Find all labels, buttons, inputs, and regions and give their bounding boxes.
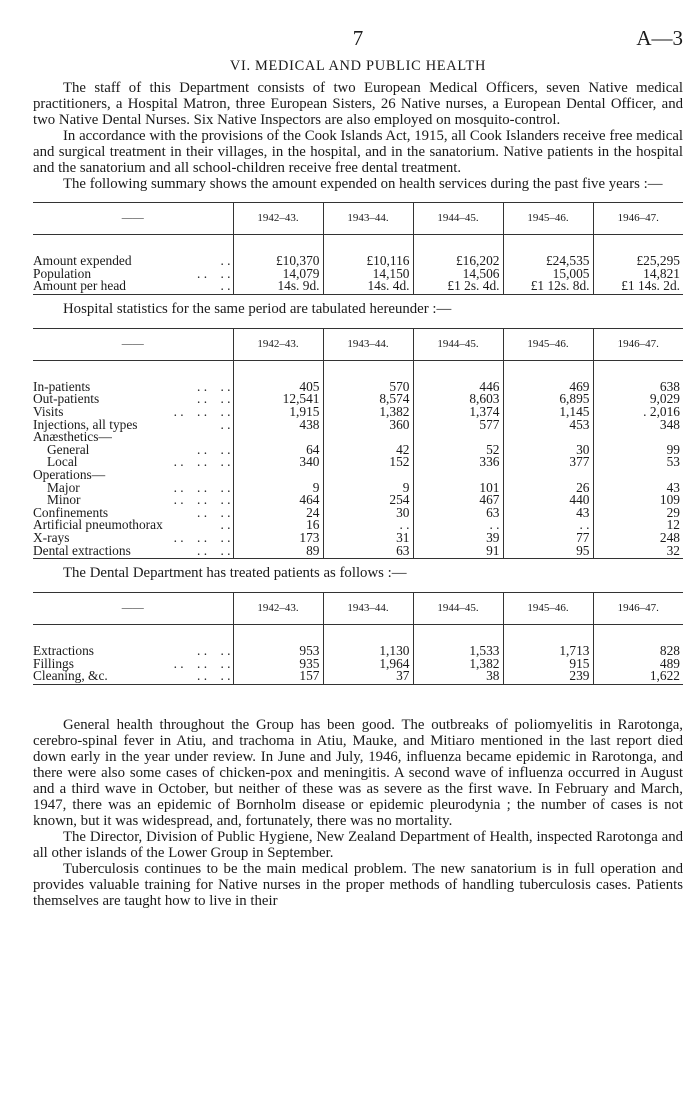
hospital-row-label: Dental extractions <box>33 542 131 558</box>
hospital-cell: 39 <box>413 532 503 545</box>
hospital-cell: 438 <box>233 419 323 432</box>
hospital-cell: 377 <box>503 456 593 469</box>
expenditure-cell: 14,150 <box>323 268 413 281</box>
dental-row <box>33 670 683 684</box>
dental-cell: 37 <box>323 670 413 684</box>
dental-table-header <box>33 593 683 625</box>
dental-cell: 1,382 <box>413 658 503 671</box>
hospital-leader-dots: . . . . . . <box>173 529 231 545</box>
hospital-cell: 32 <box>593 545 683 559</box>
expenditure-intro: The following summary shows the amount expended on health services during the past five years :— <box>63 176 663 192</box>
hospital-cell: 464 <box>233 494 323 507</box>
expenditure-leader-dots: . . <box>220 253 231 268</box>
dental-year-header: 1945–46. <box>503 593 593 625</box>
hospital-leader-dots: . . . . <box>197 542 231 558</box>
expenditure-row <box>33 280 683 294</box>
hospital-cell: 1,915 <box>233 406 323 419</box>
dental-cell: 1,964 <box>323 658 413 671</box>
hospital-leader-dots: . . . . . . <box>173 492 231 508</box>
dental-leader-dots: . . . . <box>197 643 231 659</box>
expenditure-cell: 14,821 <box>593 268 683 281</box>
hospital-leader-dots: . . . . . . <box>173 454 231 470</box>
hospital-cell: 467 <box>413 494 503 507</box>
hospital-cell: 9 <box>233 482 323 495</box>
hospital-cell: . . <box>503 519 593 532</box>
hospital-row-label: Minor <box>47 492 81 508</box>
hospital-cell: 53 <box>593 456 683 469</box>
hospital-leader-dots: . . . . <box>197 391 231 407</box>
expenditure-year-header: 1944–45. <box>413 203 503 235</box>
hospital-cell: 446 <box>413 360 503 393</box>
hospital-cell: 29 <box>593 507 683 520</box>
hospital-cell: 30 <box>503 444 593 457</box>
dental-header-dash: —— <box>33 593 233 625</box>
dental-table <box>33 592 683 685</box>
dental-cell: 935 <box>233 658 323 671</box>
staff-paragraph: The staff of this Department consists of two European Medical Officers, seven Native medical practitioners, a Hospital Matron, three European Sisters, 26 Native nurses, a European Dental Officer, and two Native Dental Nurses. Six Native Inspectors are also employed on mosquito-control. <box>33 80 683 128</box>
hospital-cell: 248 <box>593 532 683 545</box>
expenditure-cell: 14,079 <box>233 268 323 281</box>
dental-cell: 38 <box>413 670 503 684</box>
hospital-cell: 26 <box>503 482 593 495</box>
hospital-cell: 12,541 <box>233 393 323 406</box>
hospital-cell: 152 <box>323 456 413 469</box>
document-page <box>33 0 683 909</box>
expenditure-year-header: 1942–43. <box>233 203 323 235</box>
hospital-row-label: Visits <box>33 403 64 419</box>
hospital-cell: 1,374 <box>413 406 503 419</box>
hospital-cell: 43 <box>593 482 683 495</box>
expenditure-leader-dots: . . . . <box>197 265 231 281</box>
hospital-row <box>33 545 683 559</box>
section-title: VI. MEDICAL AND PUBLIC HEALTH <box>229 58 487 74</box>
hospital-cell: 12 <box>593 519 683 532</box>
hospital-cell: 91 <box>413 545 503 559</box>
hospital-cell: 577 <box>413 419 503 432</box>
hospital-row-label: Anæsthetics— <box>33 429 112 445</box>
hospital-cell: . . <box>323 519 413 532</box>
hospital-leader-dots: . . . . . . <box>173 403 231 419</box>
hospital-row <box>33 360 683 393</box>
hospital-cell: 89 <box>233 545 323 559</box>
dental-cell: 953 <box>233 625 323 658</box>
hospital-year-header: 1942–43. <box>233 328 323 360</box>
hospital-cell <box>233 469 323 482</box>
expenditure-row-label: Amount per head <box>33 278 126 294</box>
hospital-header-dash: —— <box>33 328 233 360</box>
hospital-row-label: In-patients <box>33 378 91 394</box>
hospital-cell: 348 <box>593 419 683 432</box>
expenditure-table <box>33 202 683 295</box>
dental-row-label: Cleaning, &c. <box>33 668 108 684</box>
hospital-row-label: General <box>47 441 90 457</box>
expenditure-cell: £1 12s. 8d. <box>503 280 593 294</box>
hospital-cell: 77 <box>503 532 593 545</box>
hospital-row-label: X-rays <box>33 529 70 545</box>
dental-cell: 239 <box>503 670 593 684</box>
hospital-cell: 469 <box>503 360 593 393</box>
dental-cell: 1,533 <box>413 625 503 658</box>
hospital-row-label: Artificial pneumothorax <box>33 517 163 533</box>
expenditure-cell: 14s. 4d. <box>323 280 413 294</box>
dental-cell: 1,622 <box>593 670 683 684</box>
expenditure-cell: 14,506 <box>413 268 503 281</box>
hospital-statistics-table <box>33 328 683 559</box>
hospital-cell: 1,382 <box>323 406 413 419</box>
hospital-leader-dots: . . . . <box>197 378 231 394</box>
page-number: 7 <box>352 26 364 50</box>
hospital-cell: 63 <box>323 545 413 559</box>
closing-text <box>33 717 683 909</box>
dental-intro: The Dental Department has treated patients as follows :— <box>63 565 407 582</box>
dental-row-label: Fillings <box>33 655 74 671</box>
hospital-cell: 6,895 <box>503 393 593 406</box>
hospital-cell: 30 <box>323 507 413 520</box>
expenditure-year-header: 1943–44. <box>323 203 413 235</box>
hospital-cell: 254 <box>323 494 413 507</box>
hospital-table-header <box>33 328 683 360</box>
hospital-leader-dots: . . . . <box>197 504 231 520</box>
expenditure-header-dash: —— <box>33 203 233 235</box>
hospital-leader-dots: . . . . . . <box>173 479 231 495</box>
hospital-cell: 16 <box>233 519 323 532</box>
page-header <box>33 0 683 58</box>
hospital-row <box>33 456 683 469</box>
dental-leader-dots: . . . . . . <box>173 655 231 671</box>
hospital-cell: 570 <box>323 360 413 393</box>
hospital-cell: 8,603 <box>413 393 503 406</box>
dental-year-header: 1943–44. <box>323 593 413 625</box>
hospital-cell: 340 <box>233 456 323 469</box>
hospital-row-label: Out-patients <box>33 391 100 407</box>
hospital-cell: 173 <box>233 532 323 545</box>
expenditure-year-header: 1945–46. <box>503 203 593 235</box>
hospital-year-header: 1944–45. <box>413 328 503 360</box>
hospital-year-header: 1943–44. <box>323 328 413 360</box>
hospital-row-label: Major <box>47 479 80 495</box>
hospital-leader-dots: . . <box>220 517 231 533</box>
hospital-cell: 52 <box>413 444 503 457</box>
hospital-row-label: Confinements <box>33 504 109 520</box>
expenditure-row-label: Population <box>33 265 92 281</box>
hospital-cell: 64 <box>233 444 323 457</box>
hospital-cell: 440 <box>503 494 593 507</box>
hospital-cell: . 2,016 <box>593 406 683 419</box>
expenditure-cell: £1 2s. 4d. <box>413 280 503 294</box>
general-health-paragraph: General health throughout the Group has been good. The outbreaks of poliomyelitis in Rarotonga, cerebro-spinal fever in Atiu, and trachoma in Atiu, Mauke, and Mitiaro mentioned in the last report died down early in the year under review. In June and July, 1946, influenza became epidemic in Rarotonga, and there were also some cases of chicken-pox and meningitis. A second wave of influenza occurred in August and a third wave in October, but neither of these was as severe as the first wave. In February and March, 1947, there was an epidemic of Bornholm disease or epidemic pleurodynia ; the number of cases is not known, but it was widespread, and, fortunately, there was no mortality. <box>33 716 683 829</box>
dental-row-label: Extractions <box>33 643 94 659</box>
hospital-intro: Hospital statistics for the same period are tabulated hereunder :— <box>63 300 452 317</box>
hospital-cell: 360 <box>323 419 413 432</box>
hospital-cell: 8,574 <box>323 393 413 406</box>
hospital-cell: 95 <box>503 545 593 559</box>
expenditure-cell: £25,295 <box>593 235 683 268</box>
hospital-cell: 453 <box>503 419 593 432</box>
dental-leader-dots: . . . . <box>197 668 231 684</box>
intro-text <box>33 80 683 192</box>
hospital-cell <box>323 469 413 482</box>
dental-cell: 1,130 <box>323 625 413 658</box>
document-reference: A—3 <box>636 26 683 50</box>
expenditure-cell: 14s. 9d. <box>233 280 323 294</box>
hospital-row-label: Operations— <box>33 466 106 482</box>
hospital-cell: 9,029 <box>593 393 683 406</box>
dental-year-header: 1944–45. <box>413 593 503 625</box>
dental-year-header: 1942–43. <box>233 593 323 625</box>
dental-row <box>33 625 683 658</box>
hospital-cell: 101 <box>413 482 503 495</box>
dental-cell: 157 <box>233 670 323 684</box>
expenditure-cell: £1 14s. 2d. <box>593 280 683 294</box>
expenditure-row-label: Amount expended <box>33 253 132 268</box>
hospital-cell: 24 <box>233 507 323 520</box>
director-visit-paragraph: The Director, Division of Public Hygiene, New Zealand Department of Health, inspected Rarotonga and all other islands of the Lower Group in September. <box>33 828 683 861</box>
expenditure-table-header <box>33 203 683 235</box>
expenditure-cell: 15,005 <box>503 268 593 281</box>
hospital-cell: 9 <box>323 482 413 495</box>
hospital-leader-dots: . . . . <box>197 441 231 457</box>
hospital-year-header: 1946–47. <box>593 328 683 360</box>
expenditure-cell: £16,202 <box>413 235 503 268</box>
hospital-cell: 109 <box>593 494 683 507</box>
expenditure-cell: £24,535 <box>503 235 593 268</box>
tuberculosis-paragraph: Tuberculosis continues to be the main medical problem. The new sanatorium is in full operation and provides valuable training for Native nurses in the proper methods of handling tuberculosis cases. Patients themselves are taught how to live in their <box>33 860 683 909</box>
hospital-cell: 63 <box>413 507 503 520</box>
dental-cell: 489 <box>593 658 683 671</box>
hospital-row-label: Injections, all types <box>33 416 138 432</box>
expenditure-row <box>33 235 683 268</box>
hospital-cell: 405 <box>233 360 323 393</box>
dental-cell: 1,713 <box>503 625 593 658</box>
hospital-cell: . . <box>413 519 503 532</box>
hospital-row-label: Local <box>47 454 78 470</box>
hospital-leader-dots: . . <box>220 416 231 432</box>
expenditure-leader-dots: . . <box>220 278 231 294</box>
expenditure-cell: £10,116 <box>323 235 413 268</box>
dental-cell: 915 <box>503 658 593 671</box>
hospital-row <box>33 419 683 432</box>
free-treatment-paragraph: In accordance with the provisions of the Cook Islands Act, 1915, all Cook Islanders receive free medical and surgical treatment in their villages, in the hospital, and in the sanatorium. Native patients in the hospital and the sanatorium and all school-children receive free dental treatment. <box>33 128 683 176</box>
expenditure-year-header: 1946–47. <box>593 203 683 235</box>
hospital-cell: 1,145 <box>503 406 593 419</box>
hospital-cell: 31 <box>323 532 413 545</box>
expenditure-cell: £10,370 <box>233 235 323 268</box>
dental-cell: 828 <box>593 625 683 658</box>
hospital-cell: 43 <box>503 507 593 520</box>
hospital-cell: 336 <box>413 456 503 469</box>
hospital-cell: 42 <box>323 444 413 457</box>
hospital-year-header: 1945–46. <box>503 328 593 360</box>
hospital-cell: 99 <box>593 444 683 457</box>
hospital-cell: 638 <box>593 360 683 393</box>
dental-year-header: 1946–47. <box>593 593 683 625</box>
